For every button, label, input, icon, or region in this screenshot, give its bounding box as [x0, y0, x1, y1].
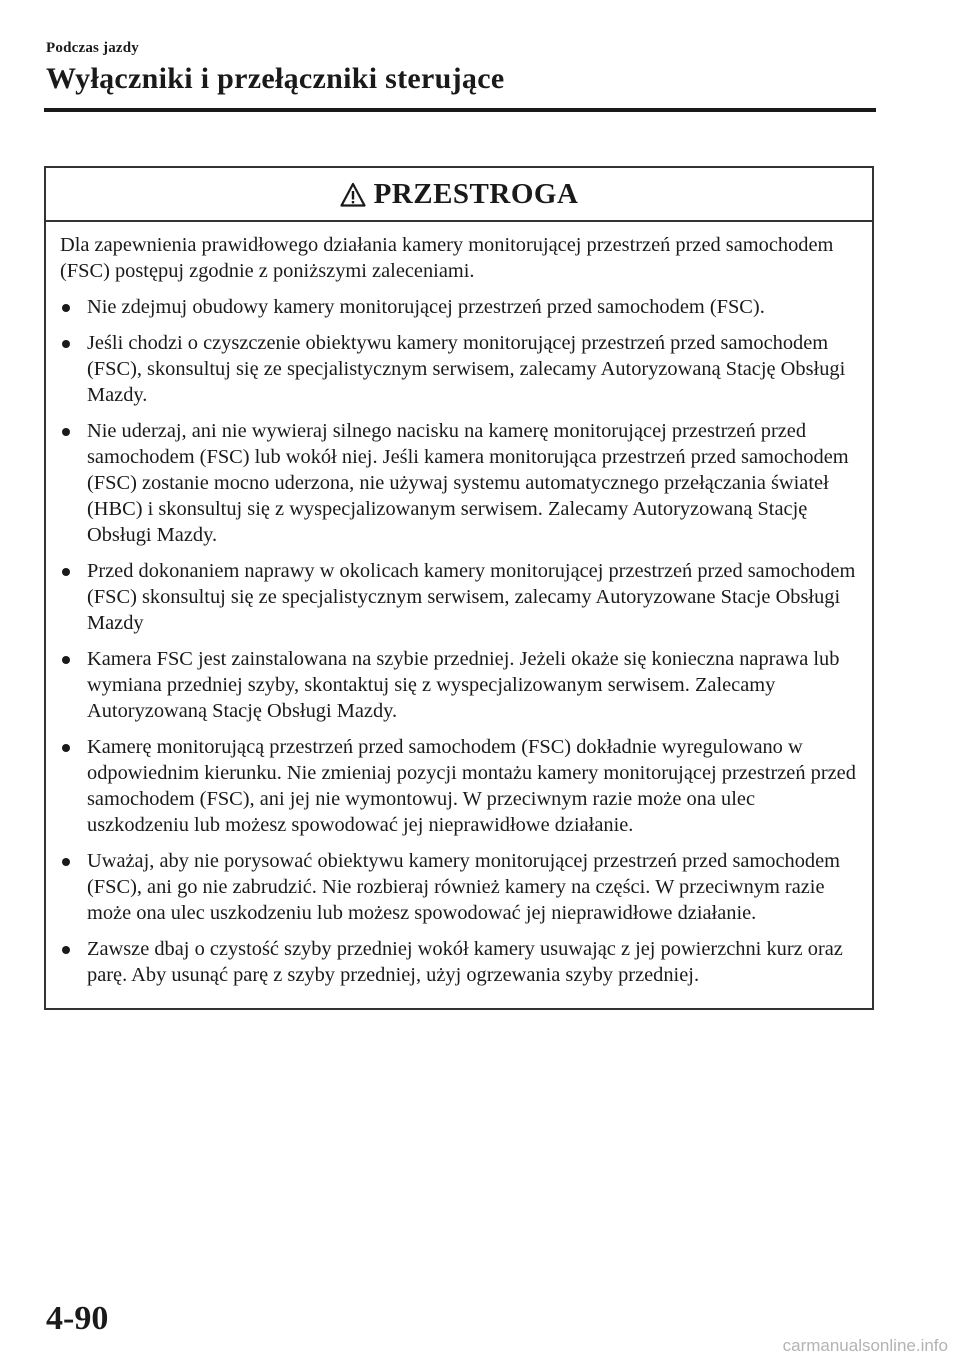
list-item-text: Kamera FSC jest zainstalowana na szybie przedniej. Jeżeli okaże się konieczna naprawa lub wymiana przedniej szyby, skontaktuj się z wyspecjalizowanym serwisem. Zalecamy Autoryzowaną Stację Obsługi Mazdy. — [87, 648, 840, 722]
bullet-icon — [62, 744, 70, 752]
caution-title: PRZESTROGA — [373, 177, 579, 210]
page-title: Wyłączniki i przełączniki sterujące — [46, 62, 505, 95]
caution-body — [46, 222, 872, 988]
page-number: 4-90 — [46, 1300, 109, 1337]
warning-triangle-icon — [340, 182, 366, 208]
list-item-text: Przed dokonaniem naprawy w okolicach kamery monitorującej przestrzeń przed samochodem (FSC) skonsultuj się ze specjalistycznym serwisem, zalecamy Autoryzowane Stacje Obsługi Mazdy — [87, 560, 856, 634]
list-item — [60, 294, 858, 320]
caution-intro: Dla zapewnienia prawidłowego działania kamery monitorującej przestrzeń przed samochodem (FSC) postępuj zgodnie z poniższymi zaleceniami. — [60, 234, 834, 282]
bullet-icon — [62, 428, 70, 436]
bullet-icon — [62, 304, 70, 312]
list-item-text: Nie zdejmuj obudowy kamery monitorującej przestrzeń przed samochodem (FSC). — [87, 296, 765, 318]
list-item — [60, 418, 858, 548]
list-item — [60, 558, 858, 636]
watermark: carmanualsonline.info — [782, 1336, 948, 1355]
list-item — [60, 734, 858, 838]
title-divider — [44, 108, 876, 112]
list-item — [60, 936, 858, 988]
caution-list — [60, 294, 858, 988]
caution-box — [44, 166, 874, 1010]
list-item — [60, 646, 858, 724]
list-item-text: Zawsze dbaj o czystość szyby przedniej wokół kamery usuwając z jej powierzchni kurz oraz parę. Aby usunąć parę z szyby przedniej, użyj ogrzewania szyby przedniej. — [87, 938, 843, 986]
bullet-icon — [62, 340, 70, 348]
list-item — [60, 330, 858, 408]
list-item-text: Nie uderzaj, ani nie wywieraj silnego nacisku na kamerę monitorującej przestrzeń przed samochodem (FSC) lub wokół niej. Jeśli kamera monitorująca przestrzeń przed samochodem (FSC) zostanie mocno uderzona, nie używaj systemu automatycznego przełączania świateł (HBC) i skonsultuj się z wyspecjalizowanym serwisem. Zalecamy Autoryzowaną Stację Obsługi Mazdy. — [87, 420, 849, 546]
list-item-text: Kamerę monitorującą przestrzeń przed samochodem (FSC) dokładnie wyregulowano w odpowiednim kierunku. Nie zmieniaj pozycji montażu kamery monitorującej przestrzeń przed samochodem (FSC), ani jej nie wymontowuj. W przeciwnym razie może ona ulec uszkodzeniu lub możesz spowodować jej nieprawidłowe działanie. — [87, 736, 856, 836]
list-item-text: Jeśli chodzi o czyszczenie obiektywu kamery monitorującej przestrzeń przed samochodem (FSC), skonsultuj się ze specjalistycznym serwisem, zalecamy Autoryzowaną Stację Obsługi Mazdy. — [87, 332, 846, 406]
section-label: Podczas jazdy — [46, 40, 140, 56]
bullet-icon — [62, 656, 70, 664]
list-item — [60, 848, 858, 926]
bullet-icon — [62, 858, 70, 866]
bullet-icon — [62, 568, 70, 576]
list-item-text: Uważaj, aby nie porysować obiektywu kamery monitorującej przestrzeń przed samochodem (FSC), ani go nie zabrudzić. Nie rozbieraj również kamery na części. W przeciwnym razie może ona ulec uszkodzeniu lub możesz spowodować jej nieprawidłowe działanie. — [87, 850, 841, 924]
caution-header — [46, 168, 872, 222]
bullet-icon — [62, 946, 70, 954]
